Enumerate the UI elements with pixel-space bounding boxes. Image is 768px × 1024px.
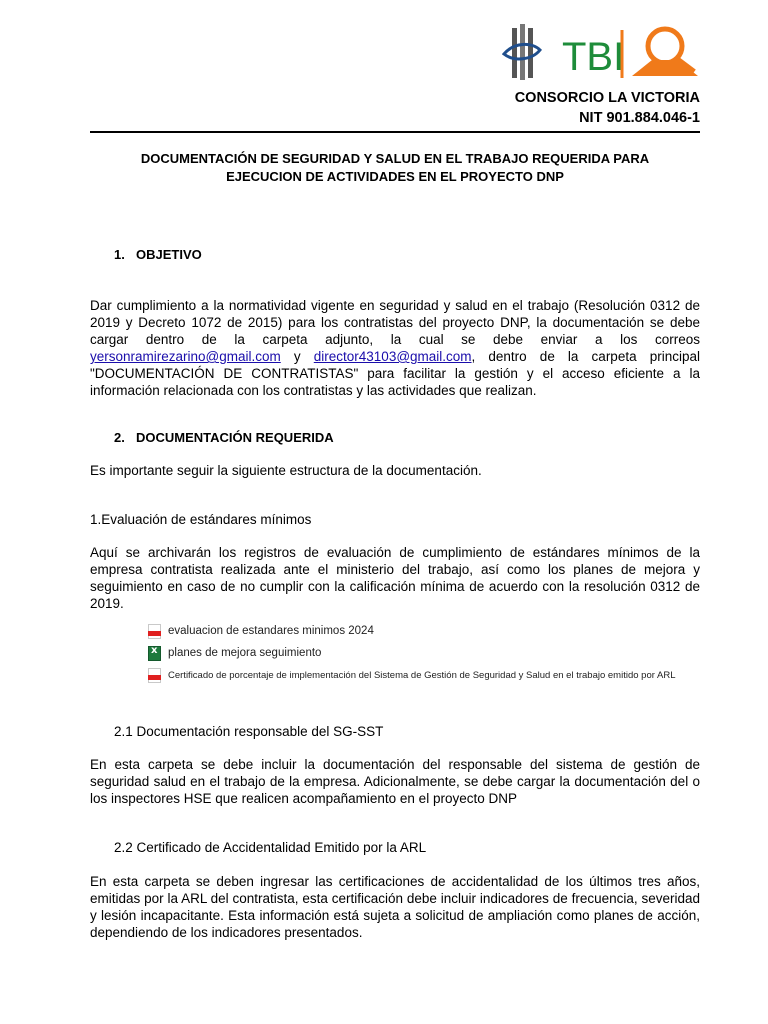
section2-heading <box>114 430 334 445</box>
section1-paragraph <box>90 297 700 399</box>
pdf-file-icon <box>148 668 161 683</box>
section2-title: DOCUMENTACIÓN REQUERIDA <box>136 430 334 445</box>
section2-intro: Es importante seguir la siguiente estructura de la documentación. <box>90 463 482 478</box>
subsection-2-2-heading: 2.2 Certificado de Accidentalidad Emitido por la ARL <box>114 840 427 855</box>
company-logo <box>502 20 702 86</box>
file-item-evaluacion[interactable] <box>148 620 708 642</box>
logo-magnifier-icon <box>648 29 682 63</box>
section1-heading <box>114 247 202 262</box>
header-divider <box>90 131 700 133</box>
section1-text-b: , dentro de la carpeta principal "DOCUMENTACIÓN DE CONTRATISTAS" para facilitar la gestión y el acceso eficiente a la información relacionada con los contratistas y las actividades que realizan. <box>90 349 700 398</box>
file-list <box>148 620 708 686</box>
pdf-file-icon <box>148 624 161 639</box>
file-item-certificado[interactable] <box>148 664 708 686</box>
section1-title: OBJETIVO <box>136 247 202 262</box>
company-nit: NIT 901.884.046-1 <box>579 110 700 126</box>
section2-number: 2. <box>114 430 125 445</box>
email-link-1[interactable]: yersonramirezarino@gmail.com <box>90 349 281 364</box>
file-name: planes de mejora seguimiento <box>168 647 322 659</box>
logo-pillar-left <box>512 28 517 78</box>
file-name: Certificado de porcentaje de implementación del Sistema de Gestión de Seguridad y Salud en el trabajo emitido por ARL <box>168 669 676 681</box>
document-title <box>90 150 700 186</box>
section1-number: 1. <box>114 247 125 262</box>
excel-file-icon <box>148 646 161 661</box>
logo-text: TBI <box>562 35 625 79</box>
document-title-line2: EJECUCION DE ACTIVIDADES EN EL PROYECTO DNP <box>226 169 564 184</box>
file-name: evaluacion de estandares minimos 2024 <box>168 625 374 637</box>
logo-pillar-right <box>528 28 533 78</box>
document-title-line1: DOCUMENTACIÓN DE SEGURIDAD Y SALUD EN EL TRABAJO REQUERIDA PARA <box>140 151 650 166</box>
tbi-logo-graphic <box>502 20 702 86</box>
email-conjunction: y <box>293 349 301 364</box>
file-item-planes[interactable] <box>148 642 708 664</box>
subsection-2-2-text: En esta carpeta se deben ingresar las certificaciones de accidentalidad de los últimos tres años, emitidas por la ARL del contratista, esta certificación debe incluir indicadores de frecuencia, severidad y lesión incapacitante. Esta información está sujeta a solicitud de ampliación como planes de acción, dependiendo de los indicadores presentados. <box>90 874 700 940</box>
subsection-1-text: Aquí se archivarán los registros de evaluación de cumplimiento de estándares mínimos de la empresa contratista realizada ante el ministerio del trabajo, así como los planes de mejora y seguimiento en caso de no cumplir con la calificación mínima de acuerdo con la resolución 0312 de 2019. <box>90 545 700 611</box>
section1-text-a: Dar cumplimiento a la normatividad vigente en seguridad y salud en el trabajo (Resolución 0312 de 2019 y Decreto 1072 de 2015) para los contratistas del proyecto DNP, la documentación se debe cargar dentro de la carpeta adjunto, la cual se debe enviar a los correos <box>90 298 700 347</box>
email-link-2[interactable]: director43103@gmail.com <box>313 349 472 364</box>
subsection-1-heading: 1.Evaluación de estándares mínimos <box>90 512 312 527</box>
subsection-2-1-text: En esta carpeta se debe incluir la documentación del responsable del sistema de gestión de seguridad salud en el trabajo de la empresa. Adicionalmente, se debe cargar la documentación del o los inspectores HSE que realicen acompañamiento en el proyecto DNP <box>90 757 700 806</box>
logo-pillar-center <box>520 24 525 80</box>
subsection-2-1-heading: 2.1 Documentación responsable del SG-SST <box>114 724 384 739</box>
company-name: CONSORCIO LA VICTORIA <box>514 90 700 106</box>
